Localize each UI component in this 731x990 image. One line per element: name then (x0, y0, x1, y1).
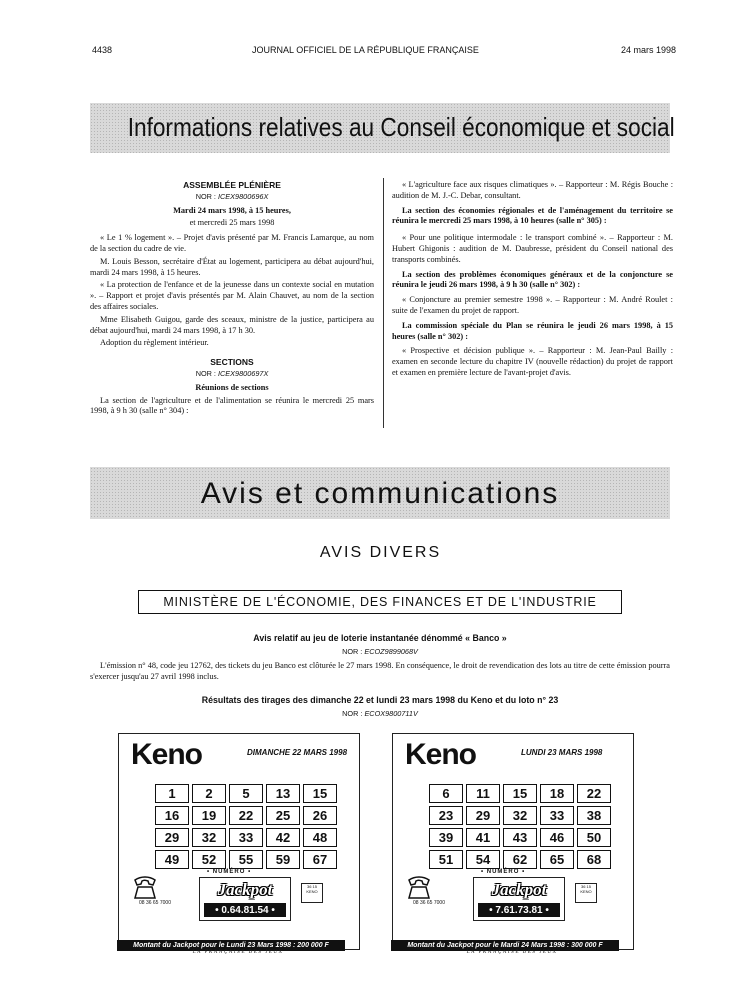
paragraph: L'émission n° 48, code jeu 12762, des tickets du jeu Banco est clôturée le 27 mars 1998. En conséquence, le droit de revendication des lots au titre de cette émission pourra s'exercer jusqu'au 27 avril 1998 inclus. (90, 661, 670, 681)
jackpot-banner: Montant du Jackpot pour le Lundi 23 Mars 1998 : 200 000 F (117, 940, 345, 951)
paragraph: La section des économies régionales et de l'aménagement du territoire se réunira le mercredi 25 mars 1998, à 10 heures (salle n° 305) : (392, 205, 673, 226)
jackpot-word: Jackpot (491, 880, 547, 899)
phone-number: 08 36 65 7000 (413, 900, 445, 906)
fdj-footer: LA FRANÇAISE DES JEUX (466, 950, 558, 955)
keno-number-cell: 48 (303, 828, 337, 847)
paragraph: Mme Elisabeth Guigou, garde des sceaux, ministre de la justice, participera au débat aujourd'hui, mardi 24 mars 1998, à 17 h 30. (90, 314, 374, 335)
paragraph: « Prospective et décision publique ». – Rapporteur : M. Jean-Paul Bailly : examen en seconde lecture du chapitre IV (nouvelle rédaction) du projet de rapport et examen en première lecture de l'avant-projet d'avis. (392, 346, 673, 377)
heading-sections: SECTIONS (210, 357, 254, 368)
keno-ticket-1 (118, 733, 360, 950)
keno-number-cell: 15 (503, 784, 537, 803)
keno-date: LUNDI 23 MARS 1998 (521, 748, 603, 757)
telephone-icon (405, 876, 433, 900)
jackpot-word: Jackpot (217, 880, 273, 899)
phone-number: 08 36 65 7000 (139, 900, 171, 906)
assemblee-date-1: Mardi 24 mars 1998, à 15 heures, (173, 205, 291, 215)
paragraph: La commission spéciale du Plan se réunira le jeudi 26 mars 1998, à 15 heures (salle n° 302) : (392, 320, 673, 341)
journal-title: JOURNAL OFFICIEL DE LA RÉPUBLIQUE FRANÇAISE (252, 45, 479, 55)
keno-number-cell: 22 (229, 806, 263, 825)
keno-number-cell: 22 (577, 784, 611, 803)
jackpot-banner: Montant du Jackpot pour le Mardi 24 Mars 1998 : 300 000 F (391, 940, 619, 951)
keno-number-cell: 49 (155, 850, 189, 869)
jackpot-label: • NUMÉRO • (207, 869, 252, 875)
paragraph: « La protection de l'enfance et de la jeunesse dans un contexte social en mutation ». – Rapport et projet d'avis présentés par M. Alain Chauvet, au nom de la section des affaires sociales. (90, 280, 374, 311)
paragraph: La section des problèmes économiques généraux et de la conjoncture se réunira le jeudi 26 mars 1998, à 9 h 30 (salle n° 302) : (392, 269, 673, 290)
issue-date: 24 mars 1998 (620, 45, 676, 55)
left-column (90, 180, 374, 419)
page-number: 4438 (92, 45, 113, 55)
ministry-box: MINISTÈRE DE L'ÉCONOMIE, DES FINANCES ET DE L'INDUSTRIE (138, 590, 622, 614)
section-title-ces: Informations relatives au Conseil économique et social (127, 112, 675, 142)
paragraph: « Le 1 % logement ». – Projet d'avis présenté par M. Francis Lamarque, au nom de la section du cadre de vie. (90, 233, 374, 253)
right-column (392, 180, 673, 381)
keno-number-cell: 11 (466, 784, 500, 803)
keno-number-cell: 2 (192, 784, 226, 803)
keno-number-cell: 55 (229, 850, 263, 869)
keno-ticket-2 (392, 733, 634, 950)
keno-number-cell: 41 (466, 828, 500, 847)
column-divider (383, 178, 384, 428)
keno-number-cell: 50 (577, 828, 611, 847)
keno-number-cell: 32 (503, 806, 537, 825)
keno-number-cell: 59 (266, 850, 300, 869)
paragraph: « L'agriculture face aux risques climatiques ». – Rapporteur : M. Régis Bouche : audition de M. J.-C. Debar, consultant. (392, 180, 673, 200)
paragraph: La section de l'agriculture et de l'alimentation se réunira le mercredi 25 mars 1998, à 9 h 30 (salle n° 304) : (90, 395, 374, 416)
heading-reunions: Réunions de sections (195, 382, 269, 392)
keno-number-cell: 23 (429, 806, 463, 825)
keno-number-cell: 19 (192, 806, 226, 825)
paragraph: « Pour une politique intermodale : le transport combiné ». – Rapporteur : M. Hubert Ghigonis : audition de M. Daubresse, président du Conseil national des transports combinés. (392, 233, 673, 264)
keno-number-cell: 68 (577, 850, 611, 869)
assemblee-date-2: et mercredi 25 mars 1998 (189, 218, 275, 228)
section-banner-avis (90, 467, 670, 519)
keno-number-cell: 13 (266, 784, 300, 803)
keno-number-cell: 62 (503, 850, 537, 869)
keno-number-cell: 32 (192, 828, 226, 847)
keno-number-cell: 67 (303, 850, 337, 869)
telephone-icon (131, 876, 159, 900)
keno-number-cell: 51 (429, 850, 463, 869)
keno-number-cell: 39 (429, 828, 463, 847)
keno-number-cell: 65 (540, 850, 574, 869)
paragraph: M. Louis Besson, secrétaire d'État au logement, participera au débat aujourd'hui, mardi 24 mars 1998, à 15 heures. (90, 256, 374, 277)
keno-number-cell: 6 (429, 784, 463, 803)
keno-number-cell: 42 (266, 828, 300, 847)
keno-number-cell: 52 (192, 850, 226, 869)
keno-number-grid (155, 784, 337, 869)
keno-number-cell: 29 (466, 806, 500, 825)
keno-date: DIMANCHE 22 MARS 1998 (247, 748, 348, 757)
jackpot-label: • NUMÉRO • (481, 869, 526, 875)
nor-results: NOR : ECOX9800711V (342, 709, 418, 718)
keno-logo: Keno (405, 738, 476, 771)
keno-number-cell: 29 (155, 828, 189, 847)
keno-number-cell: 46 (540, 828, 574, 847)
keno-number-cell: 18 (540, 784, 574, 803)
jackpot-number: • 0.64.81.54 • (204, 903, 286, 917)
keno-number-cell: 54 (466, 850, 500, 869)
keno-logo: Keno (131, 738, 202, 771)
keno-number-cell: 15 (303, 784, 337, 803)
minitel-icon: 36 15 KENO (301, 883, 323, 903)
keno-number-cell: 25 (266, 806, 300, 825)
keno-number-cell: 43 (503, 828, 537, 847)
keno-number-cell: 5 (229, 784, 263, 803)
avis-divers-title: AVIS DIVERS (319, 544, 442, 561)
avis-text (90, 661, 670, 685)
section-title-avis: Avis et communications (200, 477, 560, 510)
keno-number-grid (429, 784, 611, 869)
jackpot-box (199, 877, 291, 921)
nor-assemblee: NOR : ICEX9800696X (195, 191, 269, 201)
minitel-icon: 36 15 KENO (575, 883, 597, 903)
fdj-footer: LA FRANÇAISE DES JEUX (192, 950, 284, 955)
avis-title: Avis relatif au jeu de loterie instantanée dénommé « Banco » (253, 633, 507, 643)
nor-avis: NOR : ECOZ9899068V (342, 647, 418, 656)
keno-number-cell: 38 (577, 806, 611, 825)
section-banner-ces (90, 103, 675, 153)
keno-number-cell: 26 (303, 806, 337, 825)
jackpot-number: • 7.61.73.81 • (478, 903, 560, 917)
heading-assemblee: ASSEMBLÉE PLÉNIÈRE (183, 180, 281, 190)
keno-number-cell: 16 (155, 806, 189, 825)
jackpot-box (473, 877, 565, 921)
results-title: Résultats des tirages des dimanche 22 et lundi 23 mars 1998 du Keno et du loto n° 23 (201, 695, 559, 705)
keno-number-cell: 33 (229, 828, 263, 847)
paragraph: « Conjoncture au premier semestre 1998 ». – Rapporteur : M. André Roulet : suite de l'examen du projet de rapport. (392, 295, 673, 315)
keno-number-cell: 33 (540, 806, 574, 825)
nor-sections: NOR : ICEX9800697X (195, 368, 269, 378)
paragraph: Adoption du règlement intérieur. (100, 338, 209, 348)
keno-number-cell: 1 (155, 784, 189, 803)
